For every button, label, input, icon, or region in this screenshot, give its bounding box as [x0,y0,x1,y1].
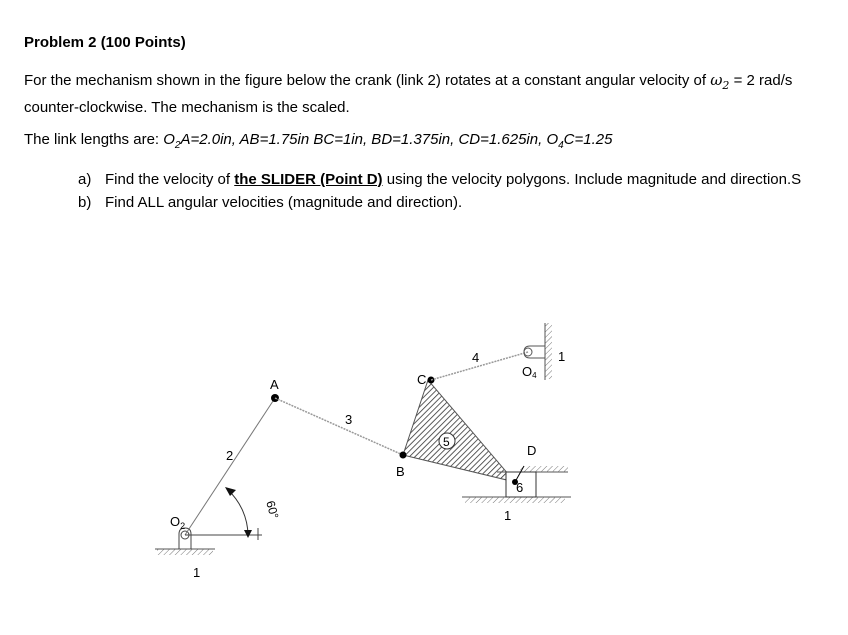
lengths-prefix: The link lengths are: [24,131,160,148]
intro-text: For the mechanism shown in the figure below the crank (link 2) rotates at a constant angular velocity of [24,72,707,89]
label-ground-o2: 1 [193,565,201,580]
link-5-triangle [403,380,515,482]
joint-b [400,452,407,459]
o4c-o: O [546,131,559,148]
angle-arc [228,490,248,535]
ground-o2 [155,528,215,555]
link-2 [185,398,275,535]
label-o2: $O_2$ [170,514,186,531]
label-link-4: 4 [472,350,480,365]
label-ground-slider: 1 [504,508,512,523]
label-link-3: 3 [345,412,353,427]
slider-rail-bottom [462,497,571,503]
omega-value: = 2 rad/s [733,72,793,89]
label-a: A [270,377,279,392]
label-link-2: 2 [226,448,234,463]
label-b: B [396,464,405,479]
problem-title: Problem 2 (100 Points) [24,34,186,51]
o2a-sub: 2 [174,140,181,151]
label-link-5: 5 [443,435,450,449]
label-ground-o4: 1 [558,349,566,364]
label-link-6: 6 [516,480,524,495]
omega-subscript: 2 [722,79,730,92]
question-a-marker: a) [78,171,92,188]
angle-arrow-bottom [244,530,252,538]
omega-symbol: ω [710,71,723,89]
question-a-bold: the SLIDER (Point D) [234,171,383,188]
link-4 [431,352,528,380]
slider-rail-top [497,466,568,472]
question-a-after: using the velocity polygons. Include magnitude and direction.S [386,171,802,188]
question-a-before: Find the velocity of [105,171,231,188]
question-b-text: Find ALL angular velocities (magnitude and direction). [105,194,463,211]
question-b-marker: b) [78,194,92,211]
intro-text-line2: counter-clockwise. The mechanism is the scaled. [24,99,350,116]
label-angle: 60° [263,499,282,521]
o2a-rest: A=2.0in, AB=1.75in BC=1in, BD=1.375in, CD=1.625in, [180,131,543,148]
link-3 [275,398,403,455]
angle-arrow-top [225,487,236,496]
o2a-o: O [163,131,175,148]
o4c-sub: 4 [558,140,564,151]
label-d: D [527,443,537,458]
label-o4: O4 [522,364,537,380]
o4c-rest: C=1.25 [563,131,613,148]
label-c: C [417,372,427,387]
